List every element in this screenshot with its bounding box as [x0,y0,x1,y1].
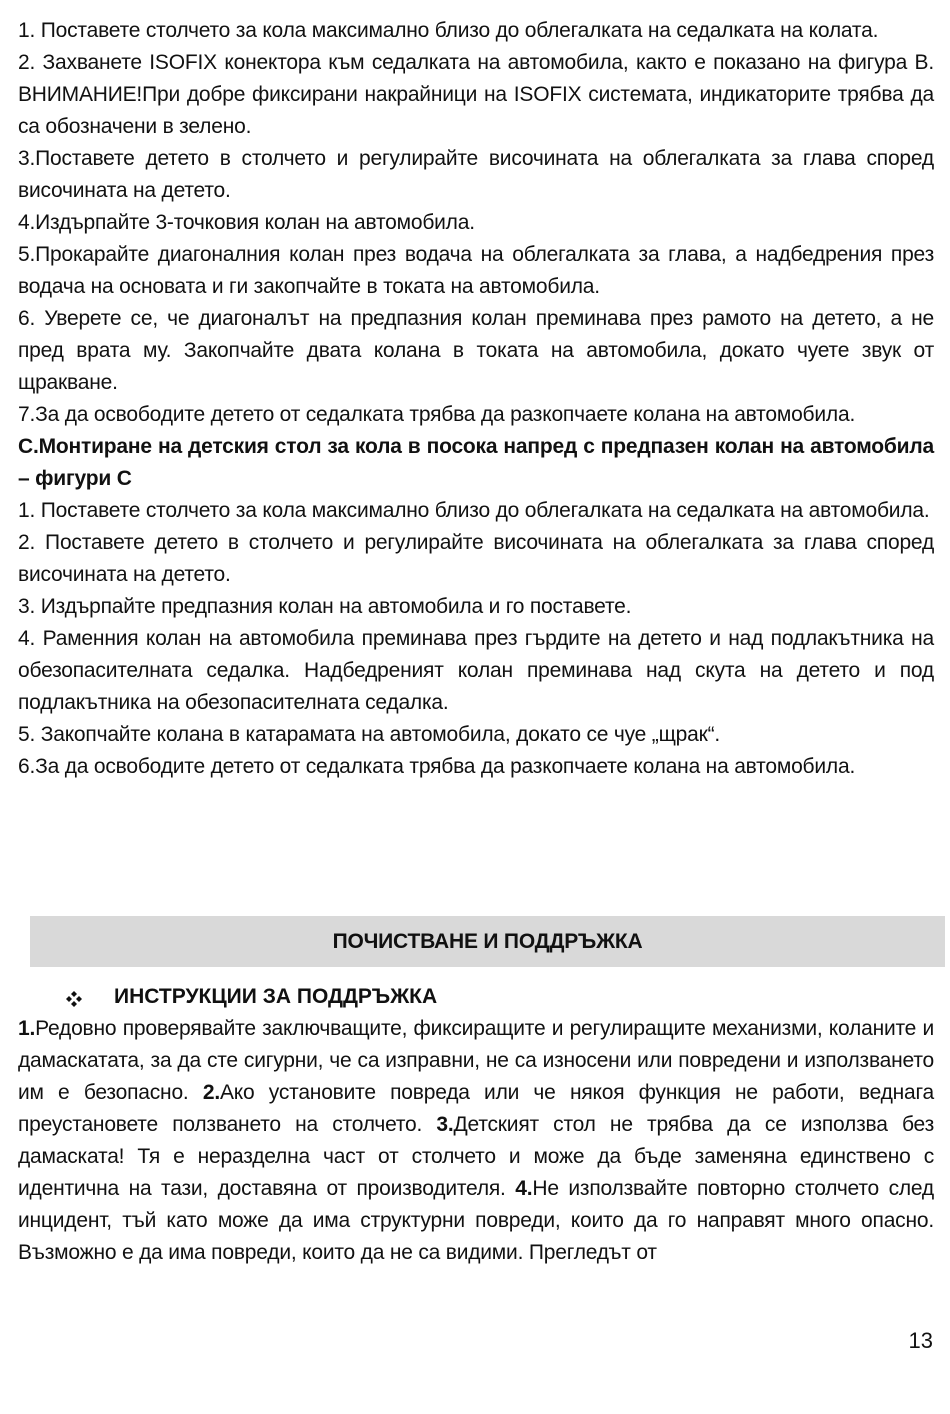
instruction-step: 3. Издърпайте предпазния колан на автомобила и го поставете. [18,595,632,618]
maintenance-item-text: Редовно проверявайте заключващите, фиксиращите и регулиращите механизми, коланите и дамаскатата, за да сте сигурни, че са изправни, не са износени или повредени и използването им е безопасно. [18,1017,934,1104]
instruction-step: 3.Поставете детето в столчето и регулирайте височината на облегалката за глава според височината на детето. [18,147,934,202]
subsection-title: ИНСТРУКЦИИ ЗА ПОДДРЪЖКА [114,985,438,1008]
instructions-body [18,15,934,783]
instruction-step: 2. Поставете детето в столчето и регулирайте височината на облегалката за глава според височината на детето. [18,531,934,586]
instruction-step: 4.Издърпайте 3-точковия колан на автомобила. [18,211,475,234]
maintenance-item-number: 3. [436,1113,454,1136]
maintenance-item-number: 1. [18,1017,36,1040]
subsection-heading [66,981,437,1013]
maintenance-item-text: Не използвайте повторно столчето след инцидент, тъй като може да има структурни повреди, които да го направят много опасно. Възможно е да има повреди, които да не са видими. Прегледът от [18,1177,934,1264]
maintenance-item-text: Ако установите повреда или че някоя функция не работи, веднага преустановете ползването на столчето. [18,1081,934,1136]
instruction-step: 4. Раменния колан на автомобила преминава през гърдите на детето и над подлакътника на обезопасителната седалка. Надбедреният колан преминава над скута на детето и под подлакътника на обезопасителната седалка. [18,627,934,714]
page-number: 13 [908,1328,933,1353]
section-banner [30,916,945,967]
maintenance-item-text: Детският стол не трябва да се използва без дамаската! Тя е неразделна част от столчето и може да бъде заменяна единствено с идентична на тази, доставяна от производителя. [18,1113,934,1200]
instruction-step: 5. Закопчайте колана в катарамата на автомобила, докато се чуе „щрак“. [18,723,721,746]
section-heading-c: С.Монтиране на детския стол за кола в посока напред с предпазен колан на автомобила – фигури С [18,435,934,490]
maintenance-item-number: 2. [202,1081,220,1104]
instruction-step: 1. Поставете столчето за кола максимално близо до облегалката на седалката на колата. [18,19,879,42]
instruction-step: 2. Захванете ISOFIX конектора към седалката на автомобила, както е показано на фигура B. ВНИМАНИЕ!При добре фиксирани накрайници на ISOFIX системата, индикаторите трябва да са обозначени в зелено. [18,51,934,138]
section-title: ПОЧИСТВАНЕ И ПОДДРЪЖКА [332,929,643,953]
instruction-step: 1. Поставете столчето за кола максимално близо до облегалката на седалката на автомобила. [18,499,930,522]
maintenance-paragraph [18,1013,934,1269]
instruction-step: 6. Уверете се, че диагоналът на предпазния колан преминава през рамото на детето, а не пред врата му. Закопчайте двата колана в токата на автомобила, докато чуете звук от щракване. [18,307,934,394]
four-diamond-bullet-icon [66,989,82,1005]
maintenance-item-number: 4. [515,1177,533,1200]
instruction-step: 6.За да освободите детето от седалката трябва да разкопчаете колана на автомобила. [18,755,856,778]
instruction-step: 5.Прокарайте диагоналния колан през водача на облегалката за глава, а надбедрения през водача на основата и ги закопчайте в токата на автомобила. [18,243,934,298]
instruction-step: 7.За да освободите детето от седалката трябва да разкопчаете колана на автомобила. [18,403,856,426]
